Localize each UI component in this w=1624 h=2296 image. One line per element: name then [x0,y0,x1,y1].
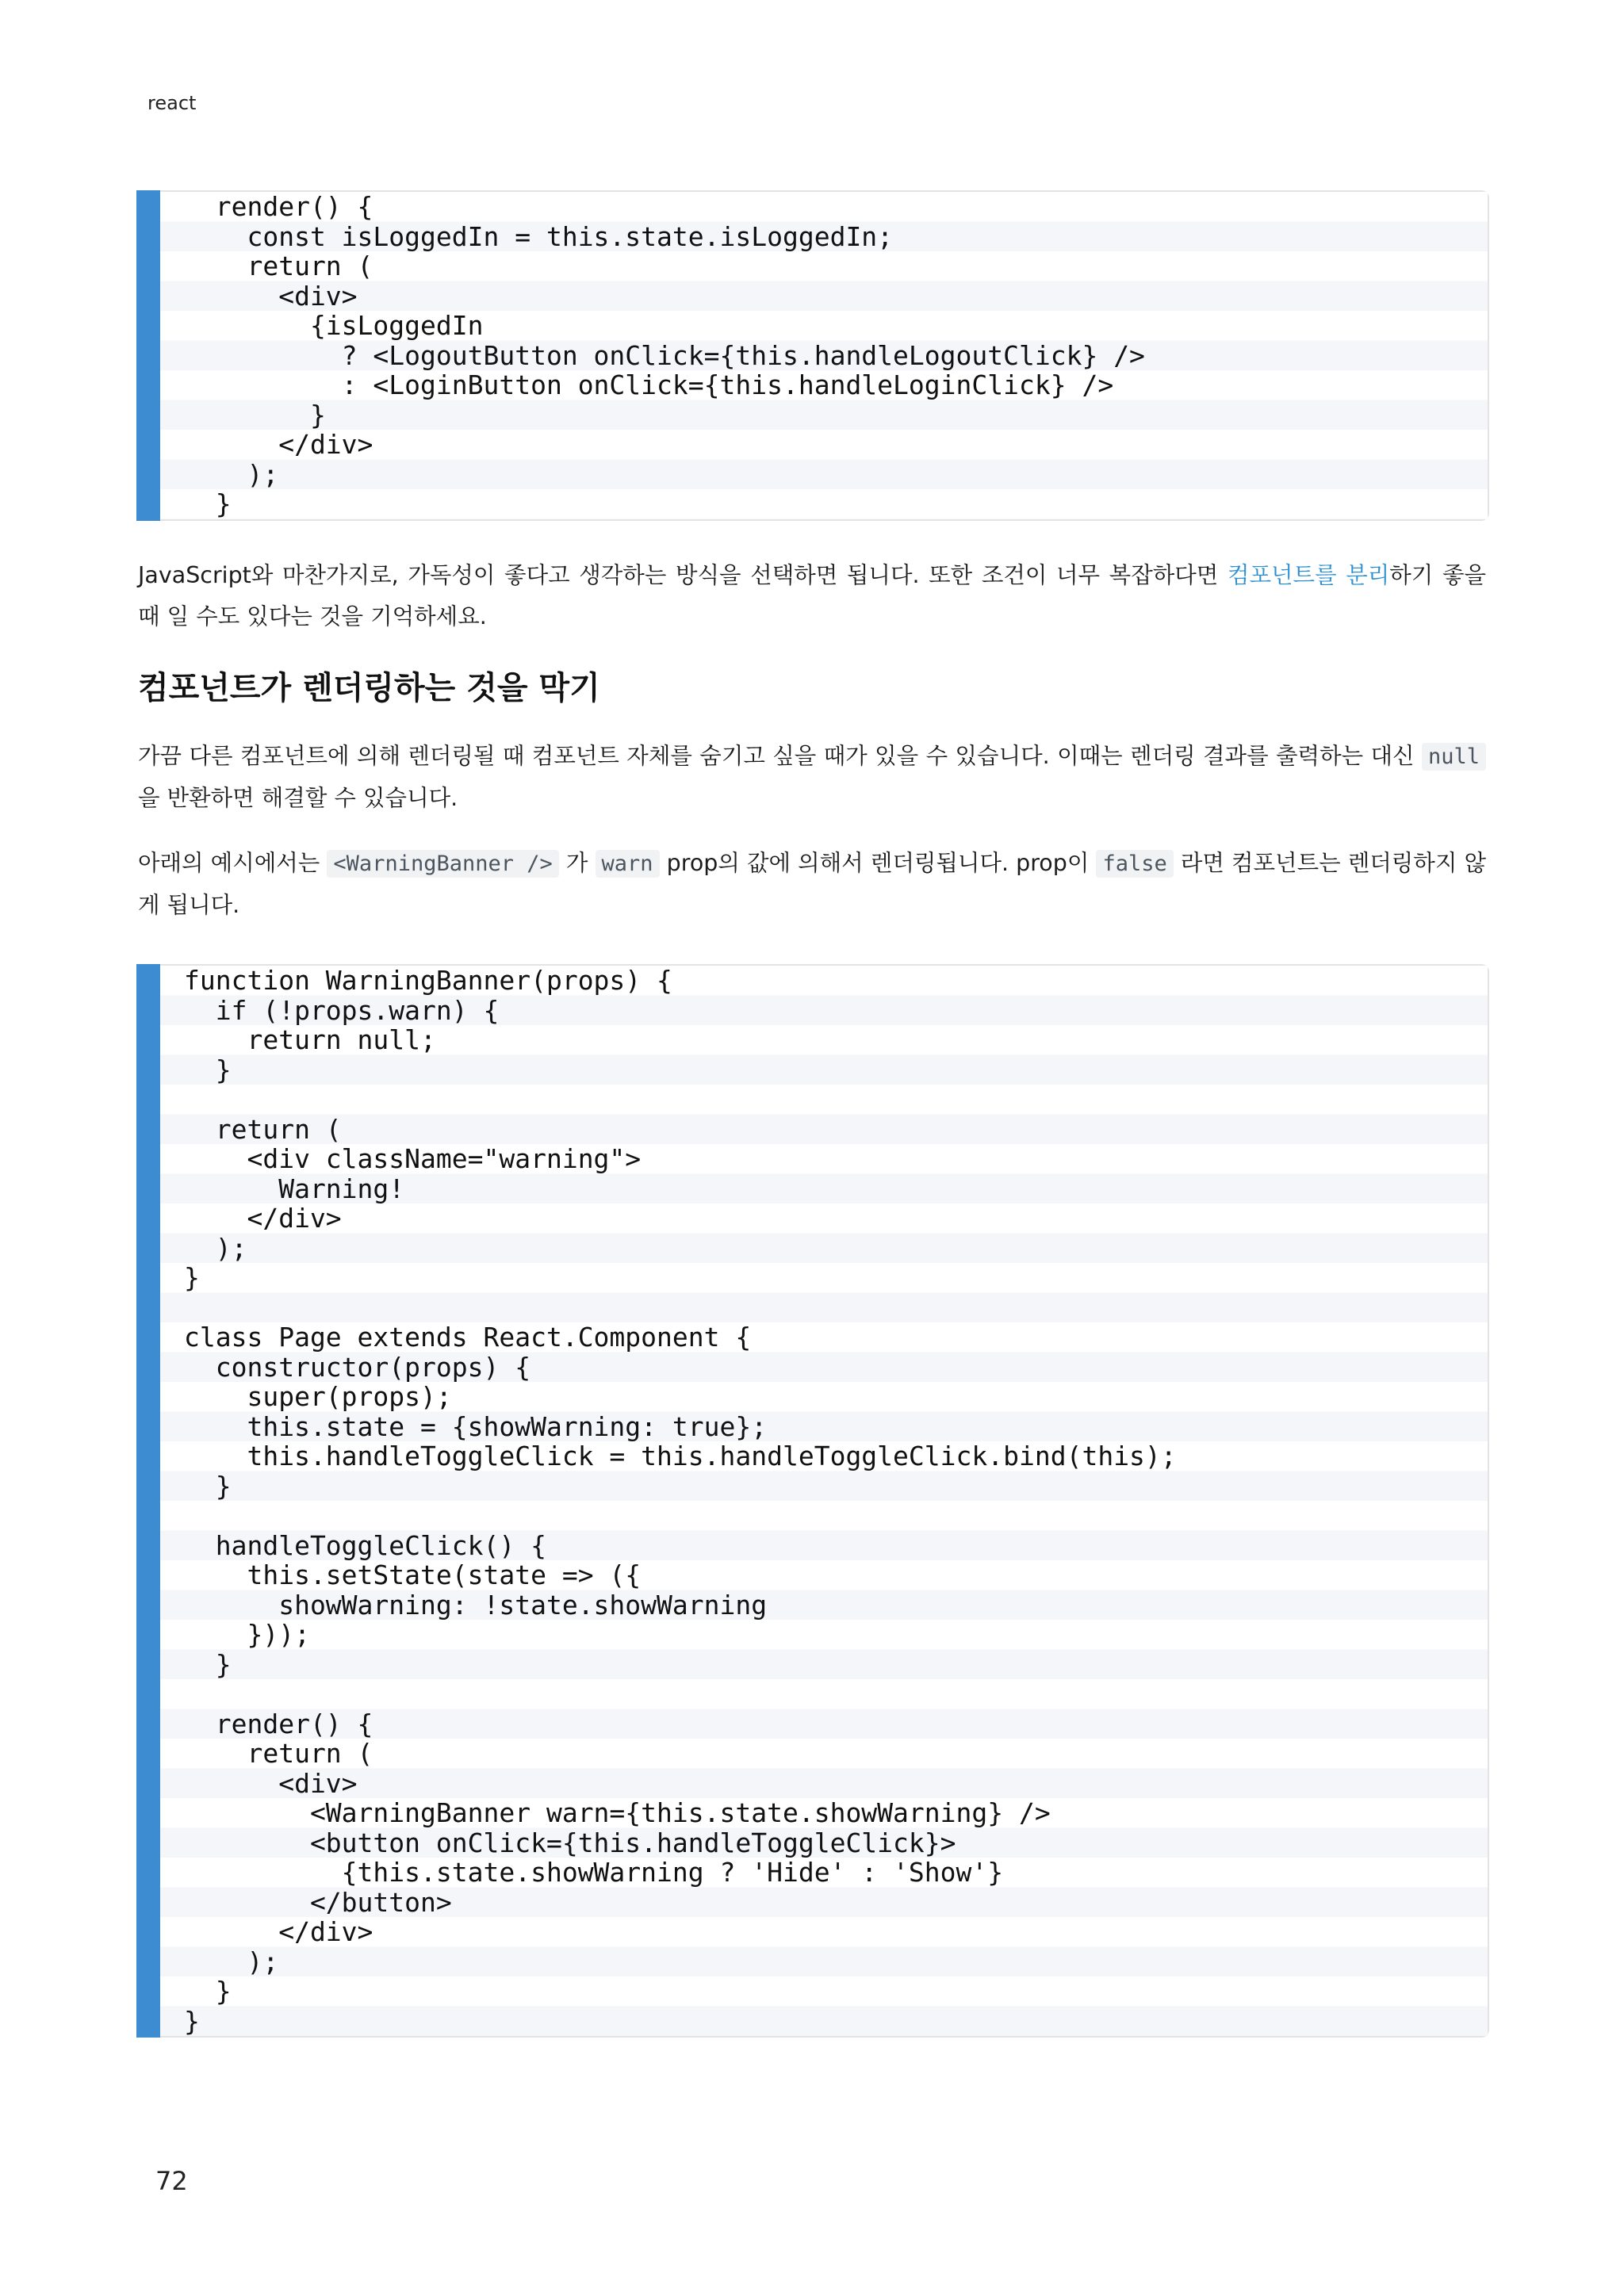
paragraph-text: JavaScript와 마찬가지로, 가독성이 좋다고 생각하는 방식을 선택하면 됩니다. 또한 조건이 너무 복잡하다면 [138,562,1228,588]
paragraph-readability [138,555,1486,637]
code-block-render [136,190,1489,521]
link-extract-component[interactable]: 컴포넌트를 분리 [1227,562,1390,588]
paragraph-text: 하기 좋을 때 일 수도 있다는 것을 기억하세요. [138,562,1487,629]
inline-code-warn: warn [596,850,660,878]
code-block-accent-bar [136,190,160,521]
code-text: function WarningBanner(props) { if (!props.warn) { return null; } return ( <div className="warning"> Warning! </div> ); } class Page extends React.Component { constructor(props) { super(props); this.state = {showWarning: true}; this.handleToggleClick = this.handleToggleClick.bind(this); } handleToggleClick() { this.setState(state => ({ showWarning: !state.showWarning })); } render() { return ( <div> <WarningBanner warn={this.state.showWarning} /> <button onClick={this.handleToggleClick}> {this.state.showWarning ? 'Hide' : 'Show'} </button> </div> ); } } [136,966,1488,2036]
code-block-warning-banner [136,964,1489,2038]
section-heading: 컴포넌트가 렌더링하는 것을 막기 [138,670,600,706]
inline-code-null: null [1422,743,1486,771]
paragraph-text: 가 [558,850,596,876]
inline-code-false: false [1096,850,1173,878]
running-header: react [147,92,197,114]
paragraph-example-intro [138,843,1486,926]
code-text: render() { const isLoggedIn = this.state.isLoggedIn; return ( <div> {isLoggedIn ? <LogoutButton onClick={this.handleLogoutClick} /> : <LoginButton onClick={this.handleLoginClick} /> } </div> ); } [136,192,1488,519]
paragraph-text: 라면 컴포넌트는 렌더링하지 않게 됩니다. [138,850,1486,918]
inline-code-warningbanner: <WarningBanner /> [327,850,558,878]
page-number: 72 [155,2166,188,2196]
code-block-accent-bar [136,964,160,2038]
paragraph-text: prop의 값에 의해서 렌더링됩니다. prop이 [659,850,1097,876]
paragraph-text: 가끔 다른 컴포넌트에 의해 렌더링될 때 컴포넌트 자체를 숨기고 싶을 때가 있을 수 있습니다. 이때는 렌더링 결과를 출력하는 대신 [138,743,1422,769]
paragraph-prevent-render [138,736,1486,819]
paragraph-text: 아래의 예시에서는 [138,850,327,876]
paragraph-text: 을 반환하면 해결할 수 있습니다. [138,785,458,811]
